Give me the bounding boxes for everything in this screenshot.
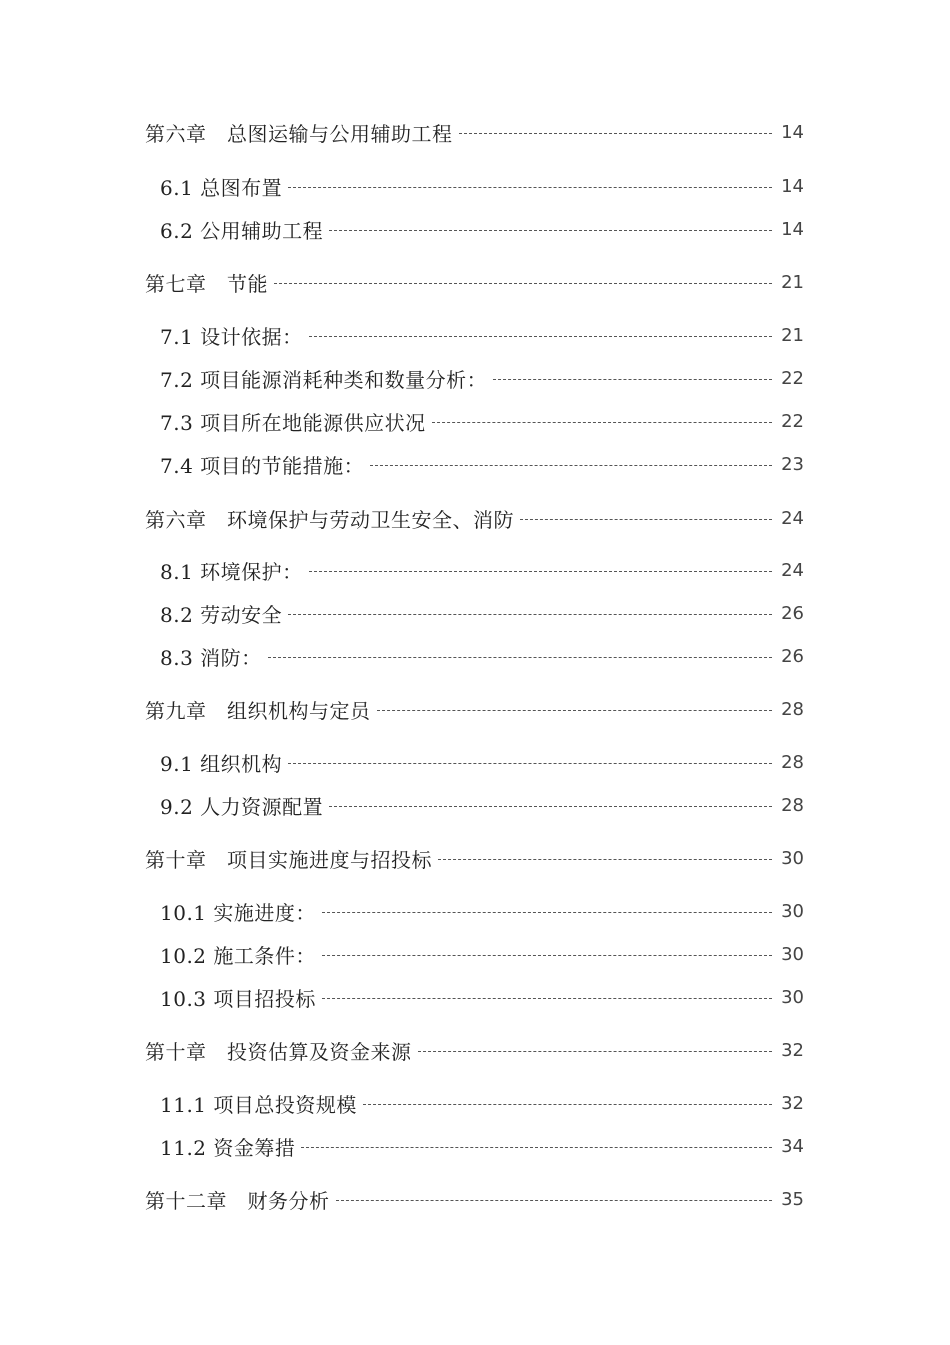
toc-section-entry[interactable] <box>0 554 950 586</box>
toc-section-entry[interactable] <box>0 1130 950 1162</box>
dot-leader <box>438 859 772 860</box>
dot-leader <box>459 133 773 134</box>
toc-page-number: 14 <box>781 121 804 143</box>
dot-leader <box>329 806 772 807</box>
toc-page-number: 32 <box>781 1092 804 1114</box>
toc-section-entry[interactable] <box>0 319 950 351</box>
toc-page-number: 32 <box>781 1039 804 1061</box>
toc-section-entry[interactable] <box>0 895 950 927</box>
dot-leader <box>274 283 772 284</box>
dot-leader <box>288 187 772 188</box>
dot-leader <box>301 1147 772 1148</box>
toc-section-entry[interactable] <box>0 789 950 821</box>
toc-page-number: 35 <box>781 1188 804 1210</box>
toc-page-number: 21 <box>781 324 804 346</box>
toc-page-number: 24 <box>781 559 804 581</box>
toc-entry-label: 6.1 总图布置 <box>160 175 283 200</box>
toc-entry-label: 第十二章 财务分析 <box>145 1188 330 1213</box>
toc-section-entry[interactable] <box>0 640 950 672</box>
toc-section-entry[interactable] <box>0 938 950 970</box>
toc-section-entry[interactable] <box>0 405 950 437</box>
toc-entry-label: 7.1 设计依据： <box>160 324 303 349</box>
toc-section-entry[interactable] <box>0 746 950 778</box>
toc-entry-label: 6.2 公用辅助工程 <box>160 218 324 243</box>
toc-page-number: 26 <box>781 602 804 624</box>
toc-page-number: 30 <box>781 900 804 922</box>
dot-leader <box>336 1200 773 1201</box>
toc-page-number: 14 <box>781 218 804 240</box>
toc-entry-label: 9.1 组织机构 <box>160 751 283 776</box>
toc-page-number: 28 <box>781 751 804 773</box>
toc-section-entry[interactable] <box>0 981 950 1013</box>
dot-leader <box>520 519 772 520</box>
toc-entry-label: 第十章 投资估算及资金来源 <box>145 1039 412 1064</box>
toc-chapter-entry[interactable] <box>0 266 950 298</box>
toc-entry-label: 第七章 节能 <box>145 271 268 296</box>
toc-entry-label: 11.1 项目总投资规模 <box>160 1092 357 1117</box>
toc-entry-label: 11.2 资金筹措 <box>160 1135 296 1160</box>
toc-entry-label: 8.3 消防： <box>160 645 262 670</box>
dot-leader <box>418 1051 773 1052</box>
toc-section-entry[interactable] <box>0 170 950 202</box>
dot-leader <box>370 465 772 466</box>
toc-entry-label: 10.2 施工条件： <box>160 943 316 968</box>
dot-leader <box>329 230 772 231</box>
toc-chapter-entry[interactable] <box>0 116 950 148</box>
toc-chapter-entry[interactable] <box>0 693 950 725</box>
toc-page-number: 14 <box>781 175 804 197</box>
toc-page-number: 23 <box>781 453 804 475</box>
toc-entry-label: 9.2 人力资源配置 <box>160 794 324 819</box>
toc-page-number: 28 <box>781 698 804 720</box>
dot-leader <box>288 614 772 615</box>
toc-page-number: 22 <box>781 367 804 389</box>
toc-entry-label: 7.2 项目能源消耗种类和数量分析： <box>160 367 488 392</box>
toc-chapter-entry[interactable] <box>0 1034 950 1066</box>
toc-page-number: 24 <box>781 507 804 529</box>
toc-entry-label: 第十章 项目实施进度与招投标 <box>145 847 432 872</box>
dot-leader <box>268 657 772 658</box>
dot-leader <box>309 571 772 572</box>
toc-page-number: 30 <box>781 943 804 965</box>
toc-entry-label: 第九章 组织机构与定员 <box>145 698 371 723</box>
toc-section-entry[interactable] <box>0 1087 950 1119</box>
dot-leader <box>493 379 772 380</box>
toc-entry-label: 7.3 项目所在地能源供应状况 <box>160 410 426 435</box>
toc-section-entry[interactable] <box>0 362 950 394</box>
toc-page-number: 26 <box>781 645 804 667</box>
dot-leader <box>322 955 772 956</box>
toc-page-number: 28 <box>781 794 804 816</box>
dot-leader <box>288 763 772 764</box>
toc-chapter-entry[interactable] <box>0 502 950 534</box>
dot-leader <box>363 1104 772 1105</box>
toc-entry-label: 第六章 环境保护与劳动卫生安全、消防 <box>145 507 514 532</box>
dot-leader <box>309 336 772 337</box>
dot-leader <box>432 422 772 423</box>
toc-chapter-entry[interactable] <box>0 1183 950 1215</box>
toc-section-entry[interactable] <box>0 213 950 245</box>
toc-section-entry[interactable] <box>0 597 950 629</box>
toc-entry-label: 10.1 实施进度： <box>160 900 316 925</box>
toc-chapter-entry[interactable] <box>0 842 950 874</box>
dot-leader <box>322 998 772 999</box>
toc-entry-label: 7.4 项目的节能措施： <box>160 453 365 478</box>
toc-section-entry[interactable] <box>0 448 950 480</box>
toc-page-number: 22 <box>781 410 804 432</box>
toc-page-number: 21 <box>781 271 804 293</box>
toc-page-number: 34 <box>781 1135 804 1157</box>
toc-page-number: 30 <box>781 986 804 1008</box>
dot-leader <box>322 912 772 913</box>
dot-leader <box>377 710 773 711</box>
toc-entry-label: 第六章 总图运输与公用辅助工程 <box>145 121 453 146</box>
toc-entry-label: 8.2 劳动安全 <box>160 602 283 627</box>
toc-entry-label: 10.3 项目招投标 <box>160 986 316 1011</box>
toc-entry-label: 8.1 环境保护： <box>160 559 303 584</box>
toc-page-number: 30 <box>781 847 804 869</box>
